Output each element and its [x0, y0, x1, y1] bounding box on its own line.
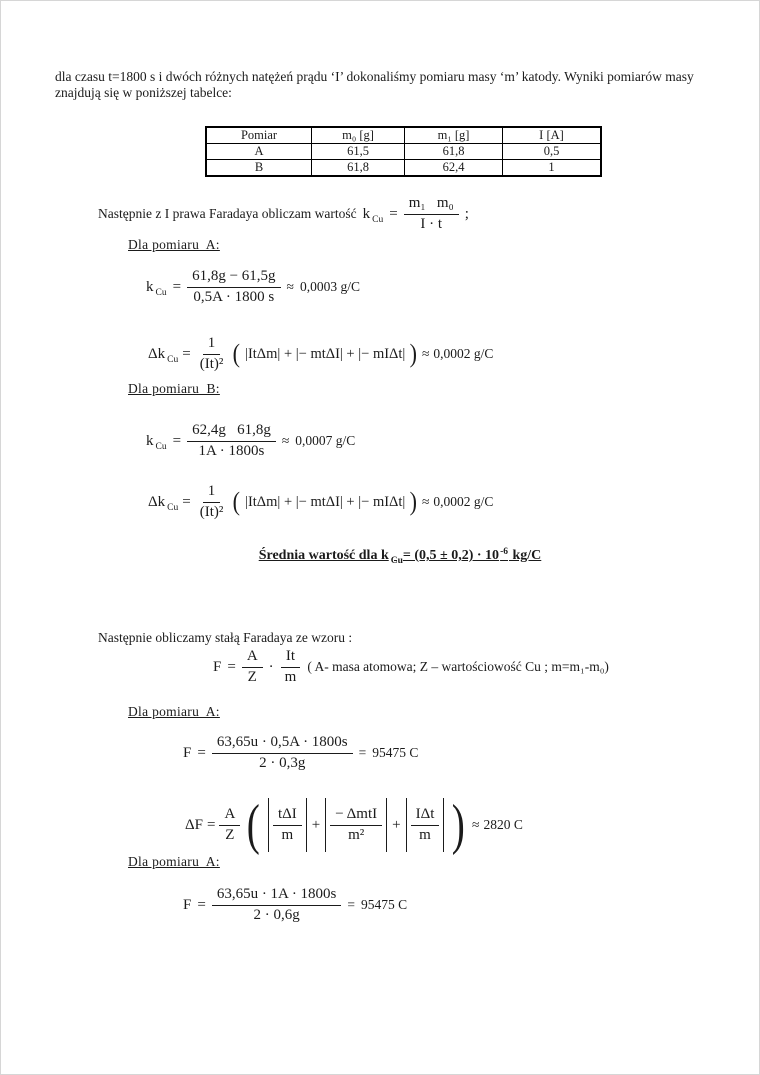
- heading-pomiar-b1: Dla pomiaru B:: [128, 381, 220, 396]
- term-fraction: [411, 806, 440, 844]
- fraction-numerator: 1: [203, 335, 221, 354]
- abs-term-2: [325, 798, 387, 852]
- fraction-denominator: m²: [348, 826, 365, 843]
- average-value-wrap: [190, 546, 610, 564]
- equals-sign: =: [358, 745, 367, 760]
- cell-pomiar-b: B: [206, 160, 312, 177]
- f-b-result: 95475 C: [361, 897, 408, 912]
- fraction-denominator: 1A · 1800s: [198, 442, 265, 459]
- term-fraction: [273, 806, 302, 844]
- k-letter: k: [146, 432, 154, 449]
- equals-sign: =: [347, 897, 356, 912]
- cu-subscript: Cu: [167, 502, 179, 513]
- left-paren: (: [233, 338, 241, 368]
- equals-sign: =: [182, 345, 191, 362]
- fraction-numerator: 63,65u · 0,5A · 1800s: [212, 734, 353, 753]
- measurement-table: [205, 126, 602, 177]
- cell-m0-a: 61,5: [312, 144, 405, 160]
- abs-term-1: [268, 798, 307, 852]
- dkcu-symbol: [148, 494, 178, 511]
- fraction-denominator: 2 · 0,3g: [259, 754, 306, 771]
- cell-pomiar-a: A: [206, 144, 312, 160]
- k-letter: k: [362, 205, 371, 222]
- term-fraction: [330, 806, 382, 844]
- average-prefix: Średnia wartość dla k: [258, 548, 389, 563]
- a-over-z-fraction: [219, 806, 240, 844]
- formula-dkcu-b: [148, 478, 493, 526]
- k-letter: k: [146, 278, 154, 295]
- cell-i-b: 1: [503, 160, 602, 177]
- col-header-m0: m₀ [g]: [312, 127, 405, 144]
- table-header: [206, 127, 601, 144]
- f-a-result: 95475 C: [372, 745, 419, 760]
- formula-comment: ( A- masa atomowa; Z – wartościowość Cu ; m=m₁-m₀): [307, 659, 609, 674]
- table-header-row: [206, 127, 601, 144]
- dkcu-b-result: 0,0002 g/C: [433, 494, 494, 509]
- fraction-denominator: (It)²: [199, 503, 224, 520]
- approx-sign: ≈: [472, 817, 480, 832]
- kcu-a-fraction: [187, 268, 280, 306]
- fraction-denominator: 2 · 0,6g: [253, 906, 300, 923]
- formula-f-a: [183, 729, 418, 777]
- fraction-numerator: 62,4g 61,8g: [187, 422, 276, 441]
- left-paren: (: [233, 486, 241, 516]
- kcu-symbol: [146, 433, 167, 450]
- equals-sign: =: [197, 896, 206, 913]
- fraction-numerator: 61,8g − 61,5g: [187, 268, 280, 287]
- right-paren: ): [452, 793, 466, 856]
- fraction-denominator: m: [281, 826, 294, 843]
- kcu-definition-fraction: [404, 195, 459, 233]
- fraction-denominator: (It)²: [199, 355, 224, 372]
- average-value-line: [259, 548, 542, 564]
- formula-dkcu-a: [148, 330, 493, 378]
- dk-letter: Δk: [148, 493, 166, 510]
- equals-sign: =: [172, 432, 182, 449]
- average-mid: = (0,5 ± 0,2) · 10: [402, 548, 500, 563]
- faraday-law-text: Następnie z I prawa Faradaya obliczam wartość: [98, 206, 357, 221]
- table-row: [206, 144, 601, 160]
- equals-sign: =: [197, 744, 206, 761]
- table-row: [206, 160, 601, 177]
- df-letter: ΔF: [185, 816, 203, 833]
- it-over-m-fraction: [280, 648, 302, 686]
- one-over-it2-fraction: [195, 335, 229, 373]
- heading-pomiar-a1: Dla pomiaru A:: [128, 237, 220, 252]
- error-terms: |ItΔm| + |− mtΔI| + |− mIΔt|: [245, 493, 406, 510]
- fraction-denominator: m: [419, 826, 431, 843]
- kcu-symbol: [146, 279, 167, 296]
- dkcu-a-result: 0,0002 g/C: [433, 346, 494, 361]
- cu-subscript: Cu: [167, 354, 179, 365]
- cu-subscript: Cu: [155, 287, 167, 298]
- kcu-a-result: 0,0003 g/C: [299, 279, 360, 294]
- f-letter: F: [213, 658, 222, 675]
- approx-sign: ≈: [281, 433, 290, 448]
- f-a-fraction: [212, 734, 353, 772]
- fraction-denominator: 0,5A · 1800 s: [193, 288, 275, 305]
- f-b-fraction: [212, 886, 342, 924]
- df-result: 2820 C: [483, 817, 523, 832]
- kcu-symbol: [363, 206, 384, 223]
- fraction-numerator: tΔI: [273, 806, 302, 825]
- one-over-it2-fraction: [195, 483, 229, 521]
- fraction-numerator: IΔt: [411, 806, 440, 825]
- approx-sign: ≈: [421, 346, 430, 361]
- abs-term-3: [406, 798, 445, 852]
- fraction-numerator: m₁ m₀: [404, 195, 459, 214]
- cell-i-a: 0,5: [503, 144, 602, 160]
- intro-paragraph: dla czasu t=1800 s i dwóch różnych natężeń prądu ‘I’ dokonaliśmy pomiaru masy ‘m’ katody. Wyniki pomiarów masy znajdują się w poniższej tabelce:: [55, 69, 694, 100]
- col-header-pomiar: Pomiar: [206, 127, 312, 144]
- fraction-numerator: 63,65u · 1A · 1800s: [212, 886, 342, 905]
- table-body: [206, 144, 601, 177]
- plus-sign: +: [392, 816, 401, 833]
- formula-kcu-b: [146, 418, 355, 464]
- average-unit: kg/C: [508, 548, 542, 563]
- fraction-numerator: A: [242, 648, 263, 667]
- col-header-m1: m₁ [g]: [405, 127, 503, 144]
- faraday-law-line: [98, 197, 469, 231]
- cu-subscript: Cu: [155, 441, 167, 452]
- formula-df: [185, 795, 523, 855]
- fraction-denominator: m: [284, 668, 297, 685]
- kcu-b-result: 0,0007 g/C: [295, 433, 356, 448]
- heading-pomiar-a2: Dla pomiaru A:: [128, 704, 220, 719]
- approx-sign: ≈: [421, 494, 430, 509]
- error-terms: |ItΔm| + |− mtΔI| + |− mIΔt|: [245, 345, 406, 362]
- dk-letter: Δk: [148, 345, 166, 362]
- cu-subscript: Cu: [372, 214, 384, 225]
- approx-sign: ≈: [286, 279, 294, 294]
- equals-sign: =: [389, 205, 398, 222]
- a-over-z-fraction: [242, 648, 263, 686]
- equals-sign: =: [227, 658, 236, 675]
- kcu-b-fraction: [187, 422, 276, 460]
- f-letter: F: [183, 896, 192, 913]
- fraction-denominator: Z: [247, 668, 257, 685]
- fraction-numerator: It: [281, 648, 300, 667]
- dkcu-symbol: [148, 346, 178, 363]
- exponent: -6: [500, 547, 508, 557]
- formula-f-definition: [213, 646, 609, 688]
- formula-f-b: [183, 881, 407, 929]
- left-paren: (: [247, 793, 261, 856]
- equals-sign: =: [172, 278, 182, 295]
- equals-sign: =: [207, 816, 216, 833]
- fraction-numerator: A: [219, 806, 240, 825]
- equals-sign: =: [182, 493, 191, 510]
- cu-subscript: Cu: [390, 556, 403, 566]
- cell-m1-b: 62,4: [405, 160, 503, 177]
- cell-m0-b: 61,8: [312, 160, 405, 177]
- faraday-constant-intro: Następnie obliczamy stałą Faradaya ze wzoru :: [98, 630, 353, 645]
- col-header-i: I [A]: [503, 127, 602, 144]
- fraction-numerator: − ΔmtI: [330, 806, 382, 825]
- f-letter: F: [183, 744, 192, 761]
- right-paren: ): [409, 486, 418, 516]
- formula-kcu-a: [146, 264, 360, 310]
- semicolon: ;: [464, 205, 469, 222]
- plus-sign: +: [311, 816, 321, 833]
- dot-operator: ·: [268, 658, 274, 675]
- heading-pomiar-a3: Dla pomiaru A:: [128, 854, 220, 869]
- fraction-denominator: Z: [225, 826, 235, 843]
- fraction-numerator: 1: [203, 483, 221, 502]
- cell-m1-a: 61,8: [405, 144, 503, 160]
- right-paren: ): [409, 338, 418, 368]
- fraction-denominator: I · t: [420, 215, 443, 232]
